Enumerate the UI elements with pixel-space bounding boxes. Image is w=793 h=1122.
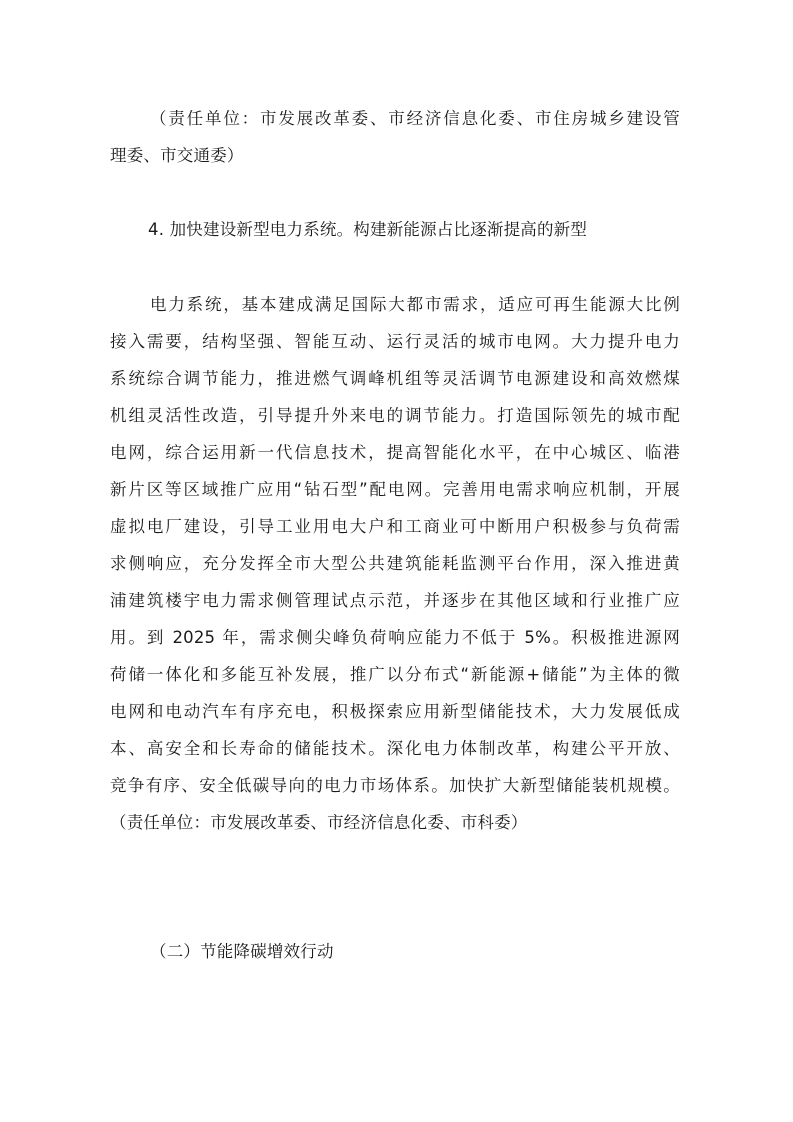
text-line: 电力系统，基本建成满足国际大都市需求，适应可再生能源大比例: [150, 295, 680, 314]
text-line: 机组灵活性改造，引导提升外来电的调节能力。打造国际领先的城市配: [110, 406, 680, 425]
text-line: 虚拟电厂建设，引导工业用电大户和工商业可中断用户积极参与负荷需: [110, 517, 680, 536]
responsibility-paragraph: [110, 100, 680, 174]
text-line: 本、高安全和长寿命的储能技术。深化电力体制改革，构建公平开放、: [110, 739, 680, 758]
text-line: 竞争有序、安全低碳导向的电力市场体系。加快扩大新型储能装机规模。: [110, 776, 680, 795]
section-heading-text: （二）节能降碳增效行动: [150, 942, 334, 961]
text-line: 新片区等区域推广应用“钻石型”配电网。完善用电需求响应机制，开展: [110, 480, 680, 499]
text-line: （责任单位：市发展改革委、市经济信息化委、市住房城乡建设管: [150, 109, 680, 128]
text-line: 理委、市交通委）: [110, 146, 244, 165]
text-line: 电网，综合运用新一代信息技术，提高智能化水平，在中心城区、临港: [110, 443, 680, 462]
text-line: 荷储一体化和多能互补发展，推广以分布式“新能源+储能”为主体的微: [110, 665, 680, 684]
item-4-heading-text: 4. 加快建设新型电力系统。构建新能源占比逐渐提高的新型: [148, 220, 588, 239]
text-line: 浦建筑楼宇电力需求侧管理试点示范，并逐步在其他区域和行业推广应: [110, 591, 680, 610]
section-heading: [110, 933, 680, 970]
text-line: 电网和电动汽车有序充电，积极探索应用新型储能技术，大力发展低成: [110, 702, 680, 721]
text-line: 接入需要，结构坚强、智能互动、运行灵活的城市电网。大力提升电力: [110, 332, 680, 351]
text-line: 用。到 2025 年，需求侧尖峰负荷响应能力不低于 5%。积极推进源网: [110, 628, 680, 647]
item-heading: [110, 211, 680, 248]
text-line: 求侧响应，充分发挥全市大型公共建筑能耗监测平台作用，深入推进黄: [110, 554, 680, 573]
text-line: 系统综合调节能力，推进燃气调峰机组等灵活调节电源建设和高效燃煤: [110, 369, 680, 388]
text-line: （责任单位：市发展改革委、市经济信息化委、市科委）: [110, 813, 528, 832]
item-4-body-paragraph: [110, 286, 680, 841]
